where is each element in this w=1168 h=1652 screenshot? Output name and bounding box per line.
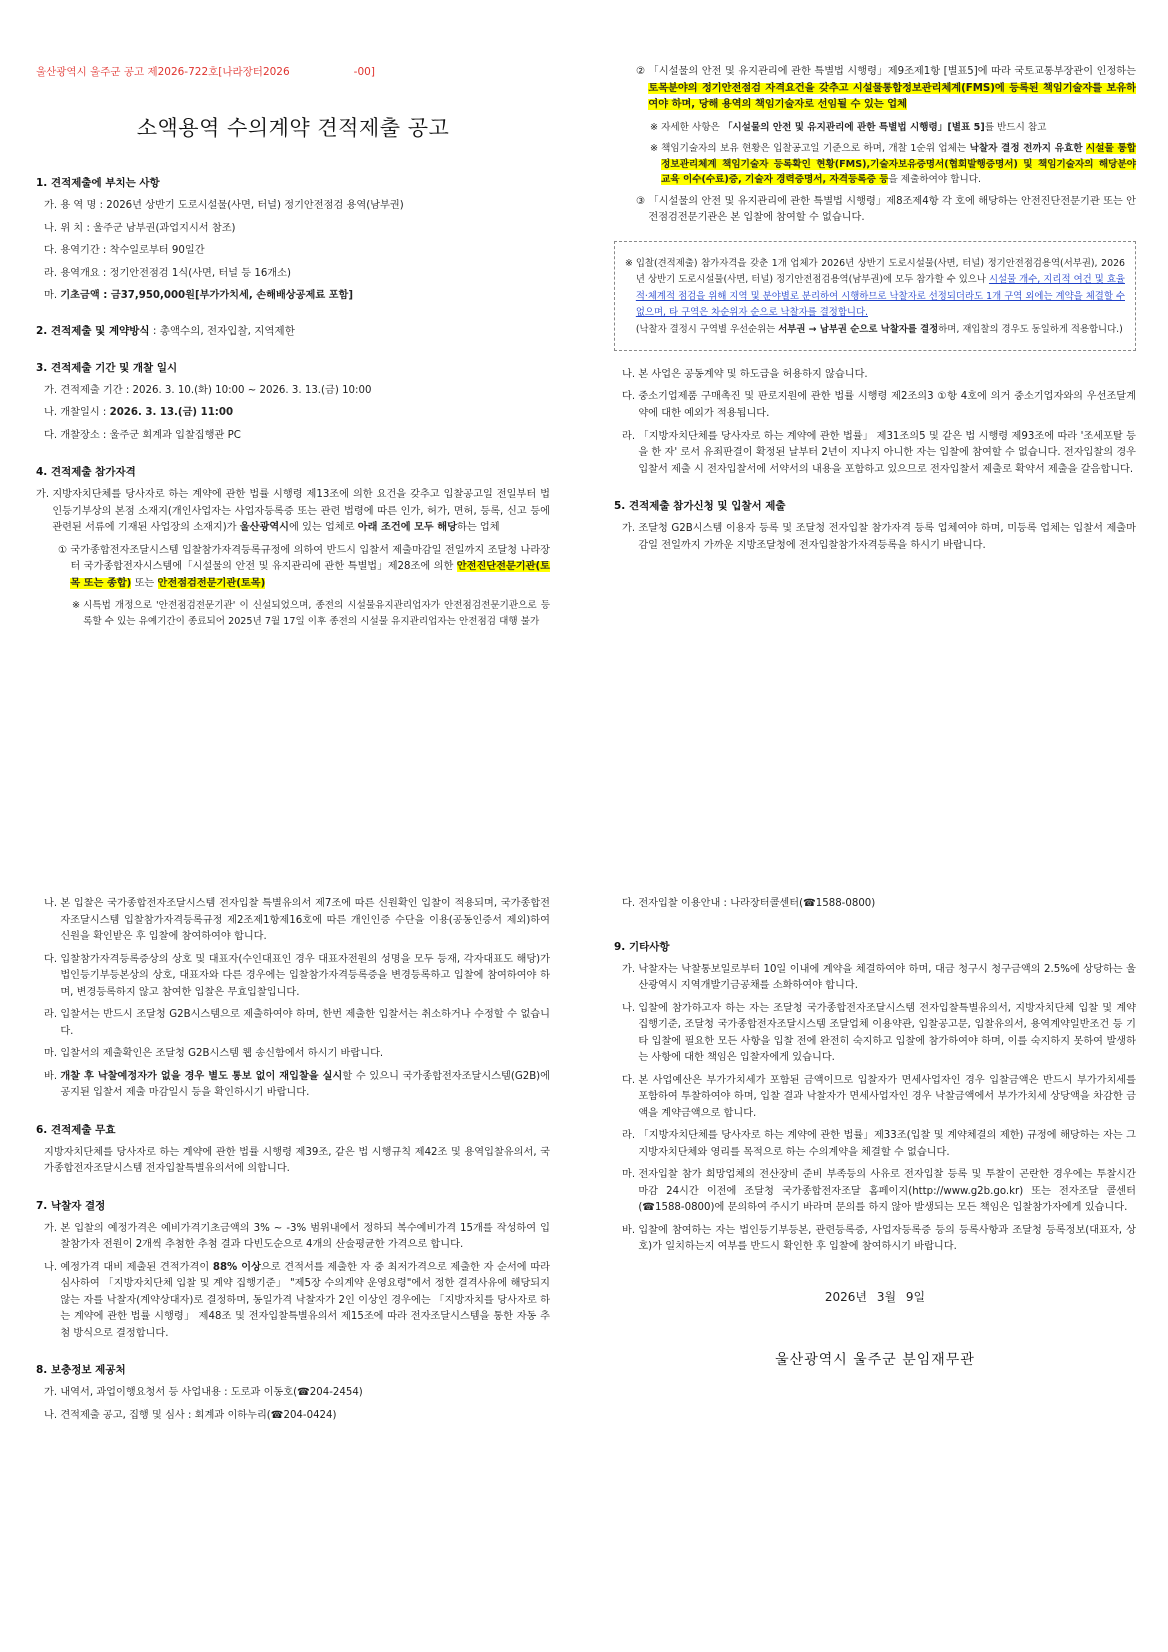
- contact-accounting-dept: 나. 견적제출 공고, 집행 및 심사 : 회계과 이하누리(☎204-0424): [44, 1409, 337, 1421]
- condition-1: ① 국가종합전자조달시스템 입찰참가자격등록규정에 의하여 반드시 입찰서 제출마감일 전일까지 조달청 나라장터 국가종합전자시스템에「시설물의 안전 및 유지관리에 관한 특별법」제28조에 의한 안전진단전문기관(토목 또는 종합) 또는 안전점검전문기관(토목): [58, 544, 550, 589]
- item-period: 다. 용역기간 : 착수일로부터 90일간: [44, 245, 205, 257]
- item-vat: 다. 본 사업예산은 부가가치세가 포함된 금액이므로 입찰자가 면세사업자인 경우 입찰금액은 반드시 부가가치세를 포함하여 투찰하여야 하며, 입찰 결과 낙찰자가 면세사업자인 경우 낙찰금액에서 부가가치세 상당액을 차감한 금액을 계약금액으로 합니다.: [622, 1074, 1136, 1119]
- sign-organization: 울산광역시 울주군 분임재무관: [775, 1352, 975, 1369]
- section-7-heading: 7. 낙찰자 결정: [36, 1199, 106, 1212]
- notice-number: 울산광역시 울주군 공고 제2026-722호[나라장터2026 -00]: [36, 66, 375, 78]
- item-identity-check: 나. 본 입찰은 국가종합전자조달시스템 전자입찰 특별유의서 제7조에 따른 신원확인 입찰이 적용되며, 국가종합전자조달시스템 입찰참가자격등록규정 제2조제1항제16호에 따른 개인인증 수단을 이용(공동인증서 제외)하여 신원을 확인받은 후 입찰에 참여하여야 합니다.: [44, 898, 550, 943]
- item-g2b-submission: 라. 입찰서는 반드시 조달청 G2B시스템으로 제출하여야 하며, 한번 제출한 입찰서는 취소하거나 수정할 수 없습니다.: [44, 1009, 550, 1037]
- column-top-left: [36, 64, 550, 635]
- item-submission-period: 가. 견적제출 기간 : 2026. 3. 10.(화) 10:00 ~ 2026. 3. 13.(금) 10:00: [44, 384, 372, 396]
- section-5-heading: 5. 견적제출 참가신청 및 입찰서 제출: [614, 500, 786, 513]
- item-restriction: 라. 「지방자치단체를 당사자로 하는 계약에 관한 법률」제33조(입찰 및 계약체결의 제한) 규정에 해당하는 자는 그 지방자치단체와 영리를 목적으로 하는 수의계약을 체결할 수 없습니다.: [622, 1130, 1136, 1158]
- section-8-heading: 8. 보충정보 제공처: [36, 1364, 126, 1377]
- section-2-heading: 2. 견적제출 및 계약방식 : 총액수의, 전자입찰, 지역제한: [36, 324, 295, 337]
- column-top-right: [614, 64, 1136, 560]
- item-location: 나. 위 치 : 울주군 남부권(과업지시서 참조): [44, 222, 236, 234]
- section-3-heading: 3. 견적제출 기간 및 개찰 일시: [36, 361, 178, 374]
- item-base-amount: 마. 기초금액 : 금37,950,000원[부가가치세, 손해배상공제료 포함]: [44, 290, 354, 302]
- item-service-name: 가. 용 역 명 : 2026년 상반기 도로시설물(사면, 터널) 정기안전점검 용역(남부권): [44, 200, 404, 212]
- item-invalid: 지방자치단체를 당사자로 하는 계약에 관한 법률 시행령 제39조, 같은 법 시행규칙 제42조 및 용역입찰유의서, 국가종합전자조달시스템 전자입찰특별유의서에 의합니다.: [44, 1146, 550, 1175]
- item-registration: 가. 조달청 G2B시스템 이용자 등록 및 조달청 전자입찰 참가자격 등록 업체여야 하며, 미등록 업체는 입찰서 제출마감일 전일까지 가까운 지방조달청에 전자입찰참가자격등록을 하시기 바랍니다.: [622, 523, 1136, 551]
- item-opening-place: 다. 개찰장소 : 울주군 회계과 입찰집행관 PC: [44, 429, 241, 441]
- condition-1-note: ※ 시특법 개정으로 '안전점검전문기관' 이 신설되었으며, 종전의 시설물유지관리업자가 안전점검전문기관으로 등록할 수 있는 유예기간이 종료되어 2025년 7월 17일 이후 종전의 시설물 유지관리업자는 안전점검 대행 불가: [72, 600, 550, 627]
- contact-call-center: 다. 전자입찰 이용안내 : 나라장터콜센터(☎1588-0800): [622, 898, 876, 909]
- item-qualification-ga: 가. 지방자치단체를 당사자로 하는 계약에 관한 법률 시행령 제13조에 의한 요건을 갖추고 입찰공고일 전일부터 법인등기부상의 본점 소재지(개인사업자는 사업자등록증 또는 관련 법령에 따른 인가, 허가, 면허, 등록, 신고 등에 관련된 서류에 기재된 사업장의 소재지)가 울산광역시에 있는 업체로 아래 조건에 모두 해당하는 업체: [36, 489, 550, 534]
- item-overview: 라. 용역개요 : 정기안전점검 1식(사면, 터널 등 16개소): [44, 267, 291, 279]
- item-qualification-da: 다. 중소기업제품 구매촉진 및 판로지원에 관한 법률 시행령 제2조의3 ①항 4호에 의거 중소기업자와의 우선조달계약에 대한 예외가 적용됩니다.: [622, 391, 1136, 419]
- column-bottom-right: [614, 896, 1136, 1372]
- item-estimated-price: 가. 본 입찰의 예정가격은 예비가격기초금액의 3% ~ -3% 범위내에서 정하되 복수예비가격 15개를 작성하여 입찰참가자 전원이 2개씩 추첨한 추첨 결과 다빈도순으로 4개의 산술평균한 가격으로 합니다.: [44, 1222, 550, 1251]
- section-9-heading: 9. 기타사항: [614, 940, 670, 953]
- dashed-notice-box: ※ 입찰(견적제출) 참가자격을 갖춘 1개 업체가 2026년 상반기 도로시설물(사면, 터널) 정기안전점검용역(서부권), 2026년 상반기 도로시설물(사면, 터널) 정기안전점검용역(남부권)에 모두 참가할 수 있으나 시설물 개수, 지리적 여건 및 효율적·체계적 점검을 위해 지역 및 분야별로 분리하여 시행하므로 낙찰자로 선정되더라도 1개 구역 외에는 계약을 체결할 수 없으며, 타 구역은 차순위자 순으로 낙찰자를 결정합니다. (낙찰자 결정시 구역별 우선순위는 서부권 → 남부권 순으로 낙찰자를 결정하며, 재입찰의 경우도 동일하게 적용합니다.): [614, 241, 1136, 351]
- item-representative-change: 다. 입찰참가자격등록증상의 상호 및 대표자(수인대표인 경우 대표자전원의 성명을 모두 등재, 각자대표도 해당)가 법인등기부등본상의 상호, 대표자와 다른 경우에는 입찰참가자격등록증을 변경등록하고 입찰에 참여하여야 하며, 변경등록하지 않고 참여한 입찰은 무효입찰입니다.: [44, 953, 550, 998]
- item-award-method: 나. 예정가격 대비 제출된 견적가격이 88% 이상으로 견적서를 제출한 자 중 최저가격으로 제출한 자 순서에 따라 심사하여 「지방자치단체 입찰 및 계약 집행기준」 "제5장 수의계약 운영요령"에서 정한 결격사유에 해당되지 않는 자를 낙찰자(계약상대자)로 결정하며, 동일가격 낙찰자가 2인 이상인 경우에는 「지방자치를 당사자로 하는 계약에 관한 법률 시행령」 제48조 및 전자입찰특별유의서 제15조에 따라 전자조달시스템을 통한 자동 추첨 방식으로 결정합니다.: [44, 1261, 550, 1339]
- item-submission-confirm: 마. 입찰서의 제출확인은 조달청 G2B시스템 웹 송신함에서 하시기 바랍니다.: [44, 1048, 384, 1060]
- item-equipment: 마. 전자입찰 참가 희망업체의 전산장비 준비 부족등의 사유로 전자입찰 등록 및 투찰이 곤란한 경우에는 투찰시간 마감 24시간 이전에 조달청 국가종합전자조달 홈페이지(http://www.g2b.go.kr) 또는 전자조달 콜센터(☎1588-0800)에 문의하여 주시기 바라며 문의를 하지 않아 발생되는 모든 책임은 입찰참가자에게 있습니다.: [622, 1169, 1136, 1214]
- section-4-heading: 4. 견적제출 참가자격: [36, 466, 136, 479]
- section-6-heading: 6. 견적제출 무효: [36, 1123, 116, 1136]
- item-contract-bond: 가. 낙찰자는 낙찰통보일로부터 10일 이내에 계약을 체결하여야 하며, 대금 청구시 청구금액의 2.5%에 상당하는 울산광역시 지역개발기금공채를 소화하여야 합니다.: [622, 963, 1136, 992]
- item-qualification-ra: 라. 「지방자치단체를 당사자로 하는 계약에 관한 법률」 제31조의5 및 같은 법 시행령 제93조에 따라 '조세포탈 등을 한 자' 로서 유죄판결이 확정된 날부터 2년이 지나지 아니한 자는 입찰에 참여할 수 없습니다. 전자입찰의 경우 입찰서 제출 시 전자입찰서에 서약서의 내용을 포함하고 있으므로 전자입찰서 제출로 확약서 제출을 갈음합니다.: [622, 430, 1136, 475]
- item-opening-datetime: 나. 개찰일시 : 2026. 3. 13.(금) 11:00: [44, 407, 234, 419]
- item-info-match: 바. 입찰에 참여하는 자는 법인등기부등본, 관련등록증, 사업자등록증 등의 등록사항과 조달청 등록정보(대표자, 상호)가 일치하는지 여부를 반드시 확인한 후 입찰에 참여하시기 바랍니다.: [622, 1224, 1136, 1253]
- condition-3: ③ 「시설물의 안전 및 유지관리에 관한 특별법 시행령」제8조제4항 각 호에 해당하는 안전진단전문기관 또는 안전점검전문기관은 본 입찰에 참여할 수 없습니다.: [636, 195, 1136, 224]
- column-bottom-left: [36, 896, 550, 1430]
- condition-2-note-a: ※ 자세한 사항은 「시설물의 안전 및 유지관리에 관한 특별법 시행령」[별표 5]를 반드시 참고: [650, 121, 1047, 133]
- item-rebid: 바. 개찰 후 낙찰예정자가 없을 경우 별도 통보 없이 재입찰을 실시할 수 있으니 국가종합전자조달시스템(G2B)에 공지된 입찰서 제출 마감일시 등을 확인하시기 바랍니다.: [44, 1070, 551, 1099]
- item-rules-awareness: 나. 입찰에 참가하고자 하는 자는 조달청 국가종합전자조달시스템 전자입찰특별유의서, 지방자치단체 입찰 및 계약 집행기준, 조달청 국가종합전자조달시스템 조달업체 이용약관, 입찰공고문, 입찰유의서, 용역계약일반조건 등 기타 입찰에 필요한 모든 사항을 입찰 전에 완전히 숙지하고 입찰에 참가하여야 하며, 이를 숙지하지 못하여 발생하는 사항에 대한 책임은 입찰자에게 있습니다.: [622, 1002, 1136, 1064]
- sign-date: 2026년 3월 9일: [824, 1289, 926, 1304]
- condition-2-note-b: ※ 책임기술자의 보유 현황은 입찰공고일 기준으로 하며, 개찰 1순위 업체는 낙찰자 결정 전까지 유효한 시설물 통합정보관리체계 책임기술자 등록확인 현황(FMS),기술자보유증명서(협회발행증명서) 및 책임기술자의 해당분야 교육 이수(수료)증, 기술자 경력증명서, 자격등록증 등을 제출하여야 합니다.: [650, 143, 1136, 186]
- section-1-heading: 1. 견적제출에 부치는 사항: [36, 177, 160, 190]
- item-qualification-na: 나. 본 사업은 공동계약 및 하도급을 허용하지 않습니다.: [622, 368, 868, 380]
- contact-road-dept: 가. 내역서, 과업이행요청서 등 사업내용 : 도로과 이동호(☎204-2454): [44, 1387, 363, 1399]
- page-title: 소액용역 수의계약 견적제출 공고: [136, 116, 450, 140]
- condition-2: ② 「시설물의 안전 및 유지관리에 관한 특별법 시행령」제9조제1항 [별표5]에 따라 국토교통부장관이 인정하는 토목분야의 정기안전점검 자격요건을 갖추고 시설물통합정보관리체계(FMS)에 등록된 책임기술자를 보유하여야 하며, 당해 용역의 책임기술자로 선임될 수 있는 업체: [636, 66, 1136, 111]
